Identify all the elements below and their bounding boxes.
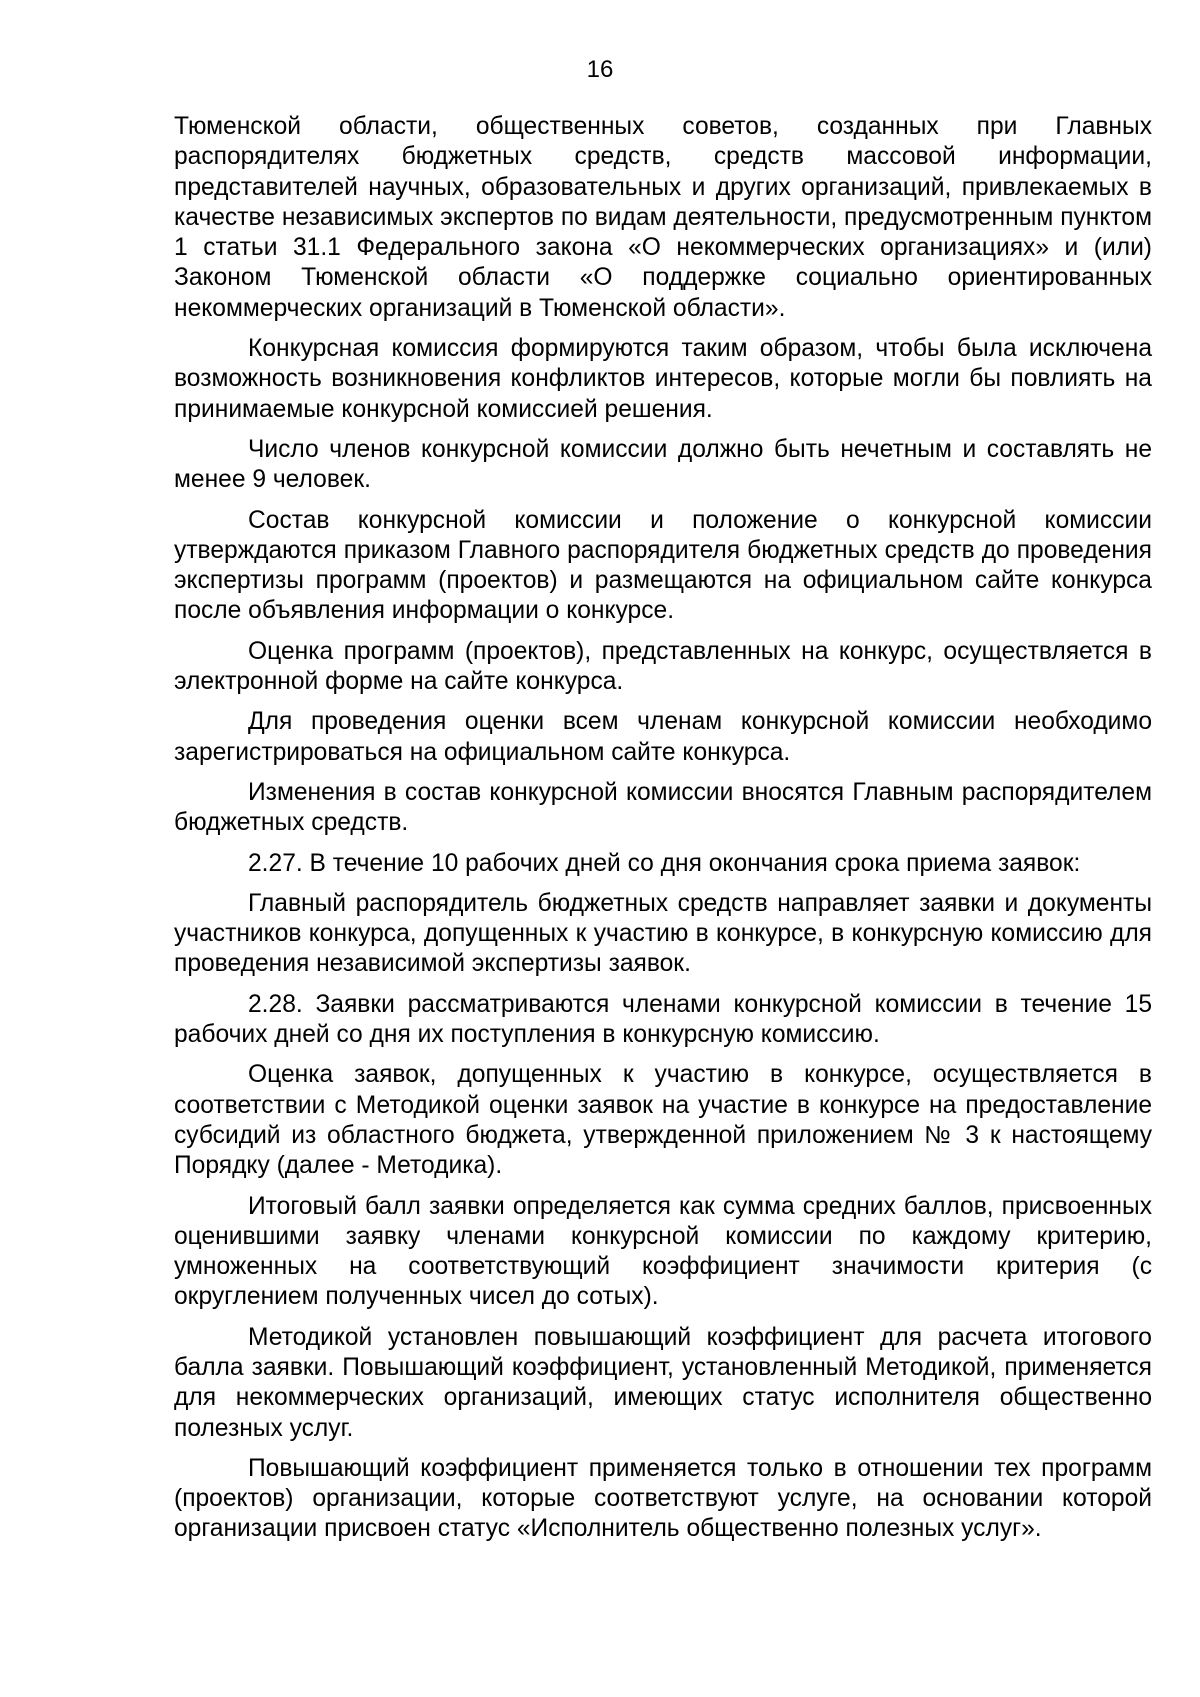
paragraph-coefficient-application: Повышающий коэффициент применяется только в отношении тех программ (проектов) организации, которые соответствуют услуге, на основании которой организации присвоен статус «Исполнитель общественно полезных услуг». — [174, 1454, 1152, 1543]
paragraph-electronic-evaluation: Оценка программ (проектов), представленных на конкурс, осуществляется в электронной форме на сайте конкурса. — [174, 637, 1152, 696]
document-body — [174, 112, 1152, 1555]
paragraph-forwarding-applications: Главный распорядитель бюджетных средств направляет заявки и документы участников конкурса, допущенных к участию в конкурсе, в конкурсную комиссию для проведения независимой экспертизы заявок. — [174, 889, 1152, 978]
paragraph-final-score: Итоговый балл заявки определяется как сумма средних баллов, присвоенных оценившими заявку членами конкурсной комиссии по каждому критерию, умноженных на соответствующий коэффициент значимости критерия (с округлением полученных чисел до сотых). — [174, 1192, 1152, 1311]
page-number: 16 — [586, 56, 614, 83]
paragraph-registration: Для проведения оценки всем членам конкурсной комиссии необходимо зарегистрироваться на официальном сайте конкурса. — [174, 708, 1152, 766]
paragraph-clause-2-28: 2.28. Заявки рассматриваются членами конкурсной комиссии в течение 15 рабочих дней со дня их поступления в конкурсную комиссию. — [174, 990, 1152, 1049]
paragraph-increasing-coefficient: Методикой установлен повышающий коэффициент для расчета итогового балла заявки. Повышающий коэффициент, установленный Методикой, применяется для некоммерческих организаций, имеющих статус исполнителя общественно полезных услуг. — [174, 1323, 1152, 1442]
paragraph-commission-composition: Состав конкурсной комиссии и положение о конкурсной комиссии утверждаются приказом Главного распорядителя бюджетных средств до проведения экспертизы программ (проектов) и размещаются на официальном сайте конкурса после объявления информации о конкурсе. — [174, 506, 1152, 625]
paragraph-evaluation-method: Оценка заявок, допущенных к участию в конкурсе, осуществляется в соответствии с Методикой оценки заявок на участие в конкурсе на предоставление субсидий из областного бюджета, утвержденной приложением № 3 к настоящему Порядку (далее - Методика). — [174, 1061, 1152, 1180]
paragraph-clause-2-27: 2.27. В течение 10 рабочих дней со дня окончания срока приема заявок: — [248, 849, 1081, 877]
paragraph-changes: Изменения в состав конкурсной комиссии вносятся Главным распорядителем бюджетных средств. — [174, 778, 1152, 837]
paragraph-commission-size: Число членов конкурсной комиссии должно быть нечетным и составлять не менее 9 человек. — [174, 435, 1152, 494]
paragraph-continued: Тюменской области, общественных советов, созданных при Главных распорядителях бюджетных средств, средств массовой информации, представителей научных, образовательных и других организаций, привлекаемых в качестве независимых экспертов по видам деятельности, предусмотренным пунктом 1 статьи 31.1 Федерального закона «О некоммерческих организациях» и (или) Законом Тюменской области «О поддержке социально ориентированных некоммерческих организаций в Тюменской области». — [174, 113, 1152, 322]
paragraph-commission-formation: Конкурсная комиссия формируются таким образом, чтобы была исключена возможность возникновения конфликтов интересов, которые могли бы повлиять на принимаемые конкурсной комиссией решения. — [174, 335, 1152, 423]
